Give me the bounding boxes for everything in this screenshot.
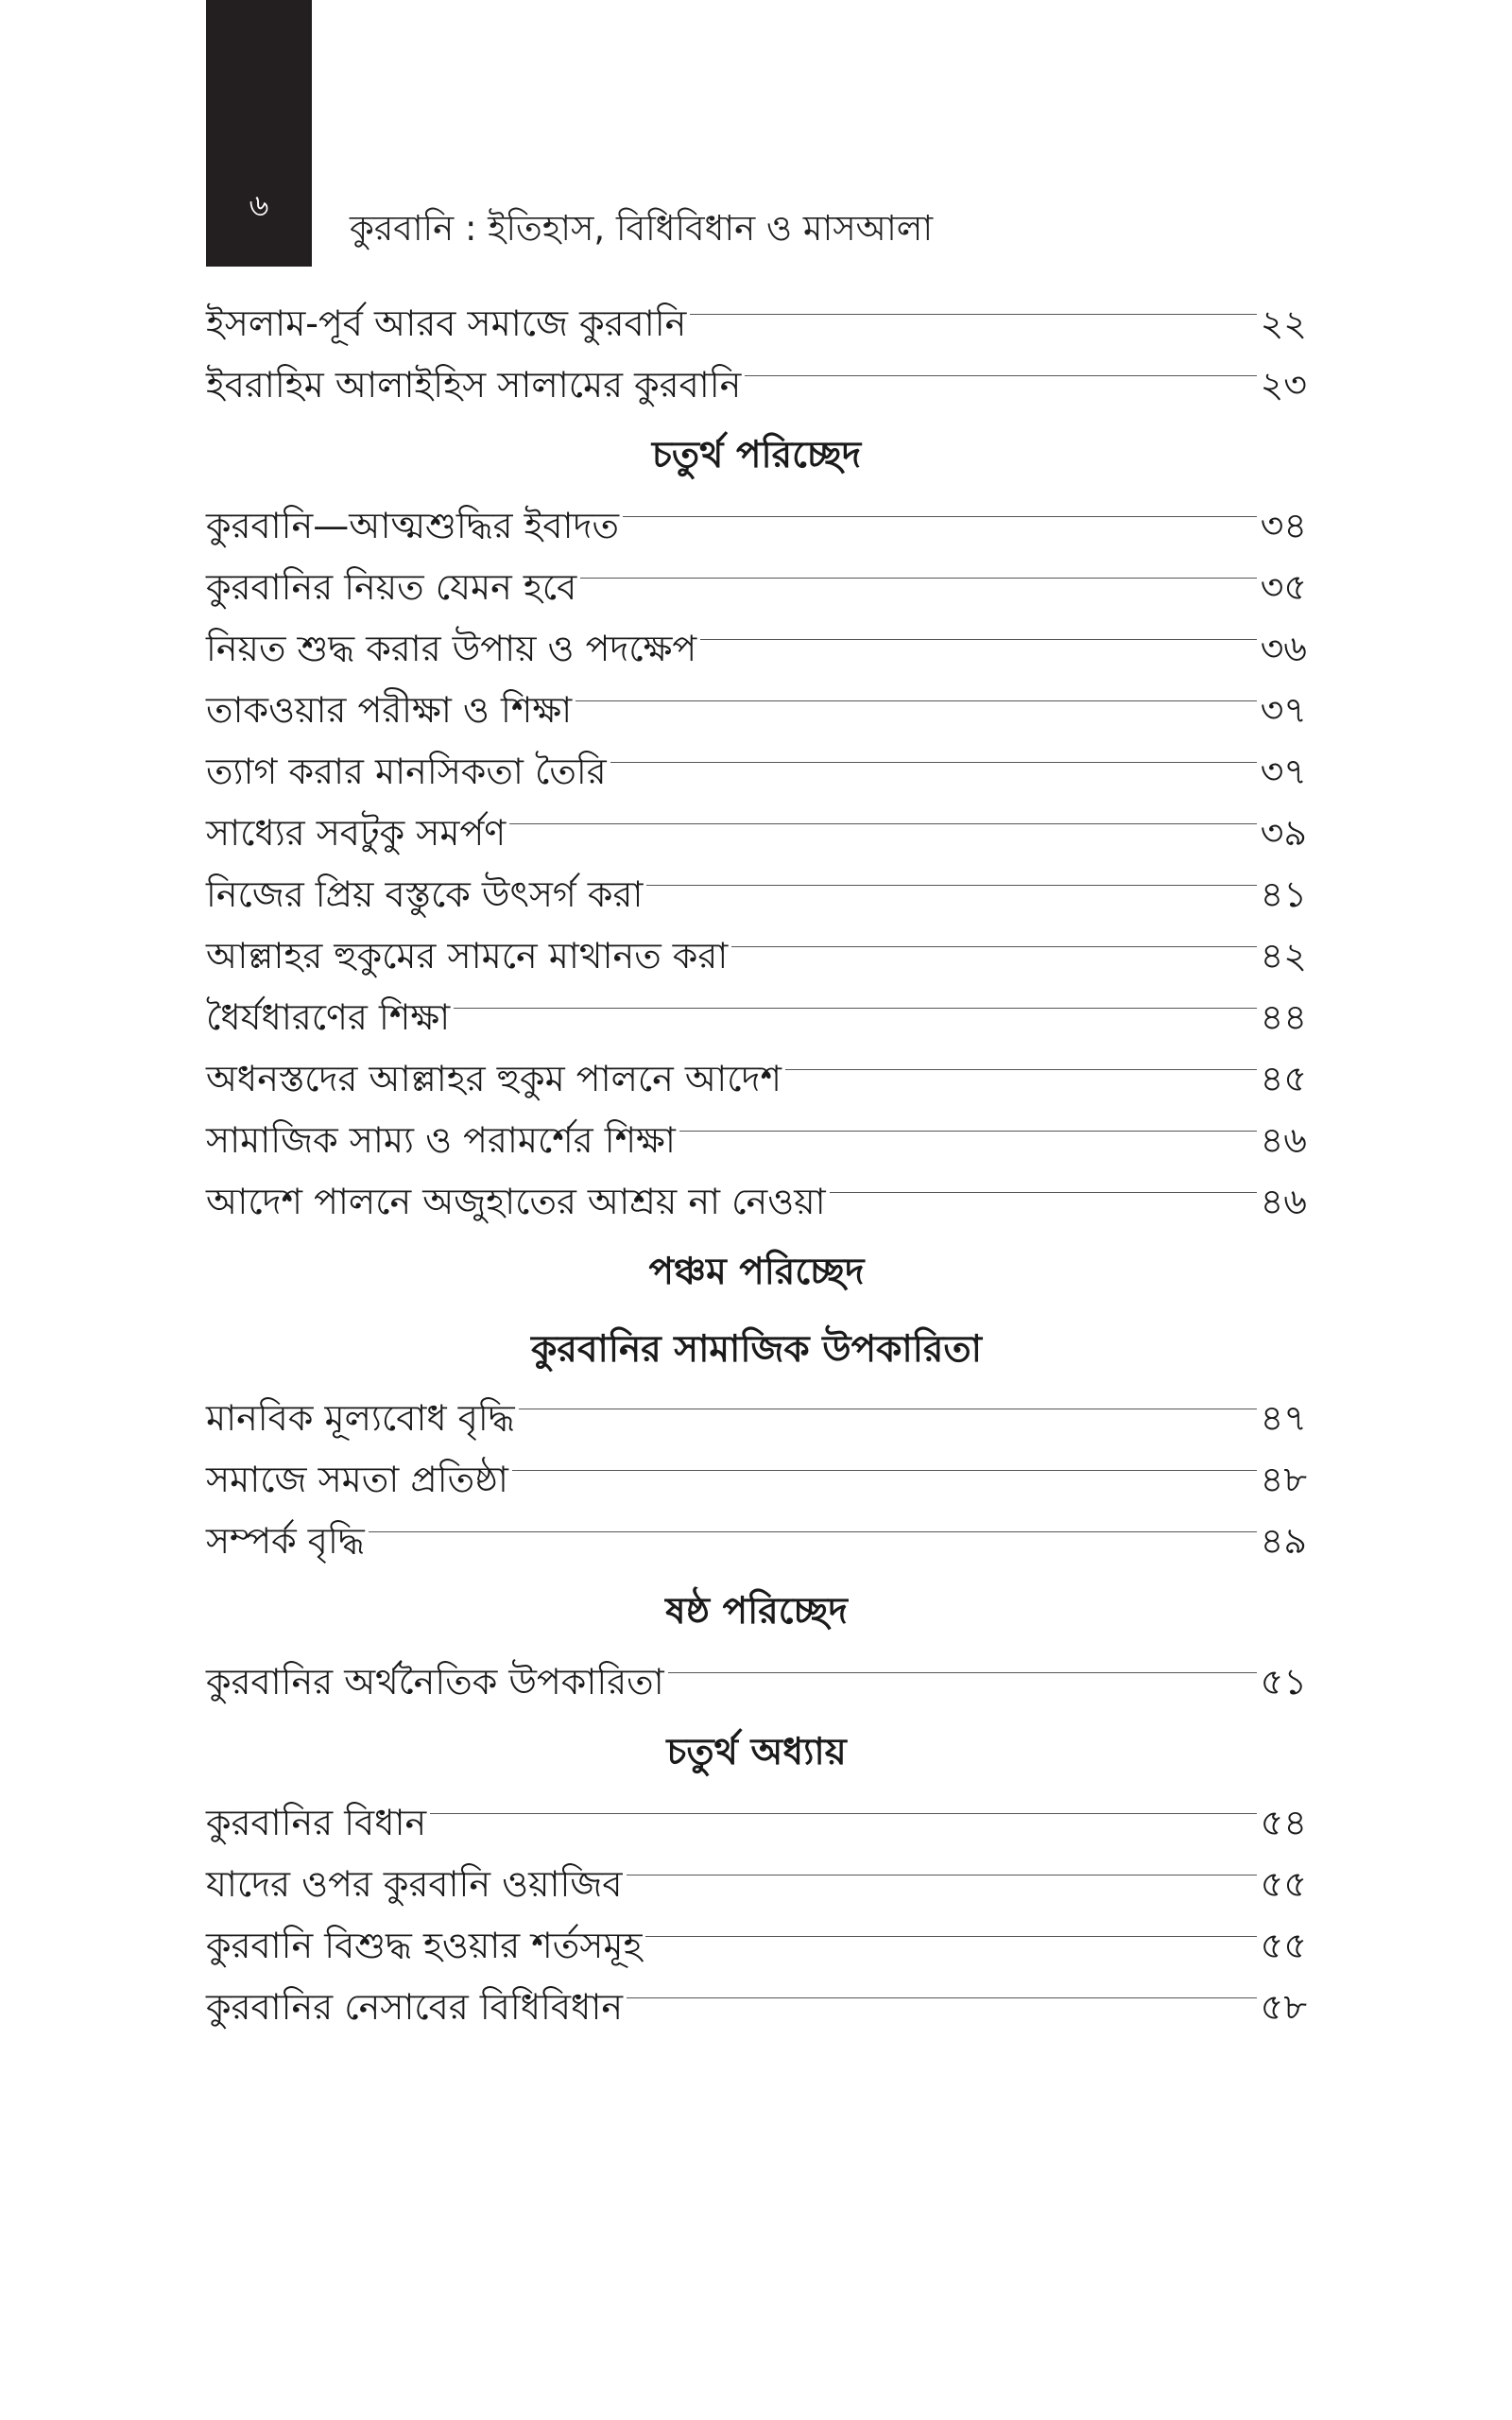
- dot-leader: [627, 1997, 1257, 1998]
- toc-entry-page: ৪৬: [1260, 1181, 1307, 1222]
- toc-entry-title: ইবরাহিম আলাইহিস সালামের কুরবানি: [206, 364, 742, 406]
- toc-entry-title: ইসলাম-পূর্ব আরব সমাজে কুরবানি: [206, 302, 687, 344]
- toc-group-5: [206, 1792, 1307, 2038]
- toc-entry-page: ৩৭: [1260, 751, 1307, 792]
- toc-entry[interactable]: [206, 1854, 1307, 1915]
- toc-entry-page: ৪৪: [1260, 996, 1307, 1038]
- toc-entry[interactable]: [206, 803, 1307, 864]
- toc-entry-title: অধনস্তদের আল্লাহর হুকুম পালনে আদেশ: [206, 1058, 782, 1099]
- dot-leader: [645, 1936, 1256, 1937]
- toc-entry[interactable]: [206, 864, 1307, 925]
- toc-entry[interactable]: [206, 1651, 1307, 1713]
- dot-leader: [690, 314, 1256, 315]
- toc-entry[interactable]: [206, 1388, 1307, 1449]
- toc-entry-page: ৫৪: [1260, 1802, 1307, 1843]
- toc-entry-page: ৫১: [1260, 1661, 1307, 1703]
- toc-entry-title: কুরবানি—আত্মশুদ্ধির ইবাদত: [206, 505, 619, 546]
- dot-leader: [623, 516, 1257, 517]
- toc-entry[interactable]: [206, 925, 1307, 987]
- toc-entry[interactable]: [206, 293, 1307, 354]
- toc-entry[interactable]: [206, 557, 1307, 618]
- toc-entry-page: ৪২: [1260, 935, 1307, 977]
- running-title: কুরবানি : ইতিহাস, বিধিবিধান ও মাসআলা: [350, 208, 934, 249]
- toc-entry-title: নিয়ত শুদ্ধ করার উপায় ও পদক্ষেপ: [206, 628, 697, 669]
- section-subheading: কুরবানির সামাজিক উপকারিতা: [531, 1328, 982, 1371]
- toc-entry[interactable]: [206, 1915, 1307, 1977]
- section-heading: চতুর্থ পরিচ্ছেদ: [651, 434, 862, 476]
- toc-entry[interactable]: [206, 1449, 1307, 1511]
- dot-leader: [576, 700, 1256, 701]
- toc-entry-page: ৩৫: [1260, 566, 1307, 608]
- toc-entry[interactable]: [206, 1977, 1307, 2038]
- toc-entry[interactable]: [206, 495, 1307, 557]
- chapter-heading: চতুর্থ অধ্যায়: [666, 1731, 847, 1773]
- toc-entry-page: ৫৫: [1260, 1863, 1307, 1905]
- dot-leader: [830, 1192, 1257, 1193]
- toc-entry[interactable]: [206, 987, 1307, 1048]
- toc-entry-page: ৪১: [1260, 873, 1307, 915]
- section-heading: ষষ্ঠ পরিচ্ছেদ: [665, 1590, 848, 1633]
- toc-entry[interactable]: [206, 680, 1307, 741]
- toc-entry-title: সামাজিক সাম্য ও পরামর্শের শিক্ষা: [206, 1119, 676, 1161]
- toc-entry-title: আদেশ পালনে অজুহাতের আশ্রয় না নেওয়া: [206, 1181, 826, 1222]
- page-number: ৬: [249, 187, 269, 223]
- section-heading: পঞ্চম পরিচ্ছেদ: [648, 1251, 865, 1293]
- dot-leader: [369, 1531, 1257, 1532]
- toc-group-3: [206, 1388, 1307, 1572]
- dot-leader: [430, 1813, 1256, 1814]
- toc-entry[interactable]: [206, 1171, 1307, 1233]
- toc-entry[interactable]: [206, 741, 1307, 803]
- dot-leader: [668, 1672, 1257, 1673]
- toc-entry-title: কুরবানির অর্থনৈতিক উপকারিতা: [206, 1661, 664, 1703]
- dot-leader: [731, 946, 1256, 947]
- toc-entry-title: আল্লাহর হুকুমের সামনে মাথানত করা: [206, 935, 729, 977]
- toc-entry[interactable]: [206, 1511, 1307, 1572]
- toc-entry[interactable]: [206, 1048, 1307, 1110]
- toc-entry-page: ৪৮: [1260, 1459, 1307, 1500]
- toc-entry-page: ২২: [1260, 302, 1307, 344]
- toc-entry-page: ২৩: [1260, 364, 1307, 406]
- dot-leader: [509, 823, 1256, 824]
- toc-group-1: [206, 293, 1307, 416]
- toc-entry[interactable]: [206, 618, 1307, 680]
- toc-entry[interactable]: [206, 354, 1307, 416]
- toc-entry-page: ৩৪: [1260, 505, 1307, 546]
- toc-entry-title: ত্যাগ করার মানসিকতা তৈরি: [206, 751, 607, 792]
- toc-entry-title: কুরবানির নেসাবের বিধিবিধান: [206, 1986, 624, 2028]
- dot-leader: [745, 375, 1256, 376]
- toc-entry-page: ৩৭: [1260, 689, 1307, 731]
- dot-leader: [646, 885, 1256, 886]
- dot-leader: [700, 639, 1256, 640]
- toc-entry-title: যাদের ওপর কুরবানি ওয়াজিব: [206, 1863, 623, 1905]
- toc-entry-title: নিজের প্রিয় বস্তুকে উৎসর্গ করা: [206, 873, 644, 915]
- table-of-contents: [206, 293, 1307, 2038]
- toc-entry-title: কুরবানির নিয়ত যেমন হবে: [206, 566, 577, 608]
- toc-entry-title: সাধ্যের সবটুকু সমর্পণ: [206, 812, 507, 854]
- toc-group-4: [206, 1651, 1307, 1713]
- toc-entry[interactable]: [206, 1110, 1307, 1171]
- dot-leader: [610, 762, 1257, 763]
- dot-leader: [454, 1008, 1257, 1009]
- toc-entry-page: ৪৫: [1260, 1058, 1307, 1099]
- toc-entry-title: সম্পর্ক বৃদ্ধি: [206, 1520, 365, 1562]
- dot-leader: [627, 1875, 1257, 1876]
- toc-entry[interactable]: [206, 1792, 1307, 1854]
- dot-leader: [580, 578, 1256, 579]
- toc-entry-page: ৪৯: [1260, 1520, 1307, 1562]
- toc-entry-page: ৫৮: [1260, 1986, 1307, 2028]
- toc-entry-page: ৩৯: [1260, 812, 1307, 854]
- toc-entry-title: ধৈর্যধারণের শিক্ষা: [206, 996, 451, 1038]
- dot-leader: [785, 1069, 1257, 1070]
- toc-entry-page: ৪৬: [1260, 1119, 1307, 1161]
- toc-entry-page: ৫৫: [1260, 1925, 1307, 1966]
- toc-entry-title: তাকওয়ার পরীক্ষা ও শিক্ষা: [206, 689, 573, 731]
- page-number-tab: [206, 0, 312, 267]
- toc-entry-title: সমাজে সমতা প্রতিষ্ঠা: [206, 1459, 508, 1500]
- toc-entry-title: কুরবানির বিধান: [206, 1802, 427, 1843]
- toc-entry-page: ৩৬: [1260, 628, 1307, 669]
- toc-entry-title: কুরবানি বিশুদ্ধ হওয়ার শর্তসমূহ: [206, 1925, 643, 1966]
- toc-entry-title: মানবিক মূল্যবোধ বৃদ্ধি: [206, 1397, 515, 1439]
- dot-leader: [512, 1470, 1257, 1471]
- dot-leader: [679, 1131, 1257, 1132]
- toc-group-2: [206, 495, 1307, 1233]
- toc-entry-page: ৪৭: [1260, 1397, 1307, 1439]
